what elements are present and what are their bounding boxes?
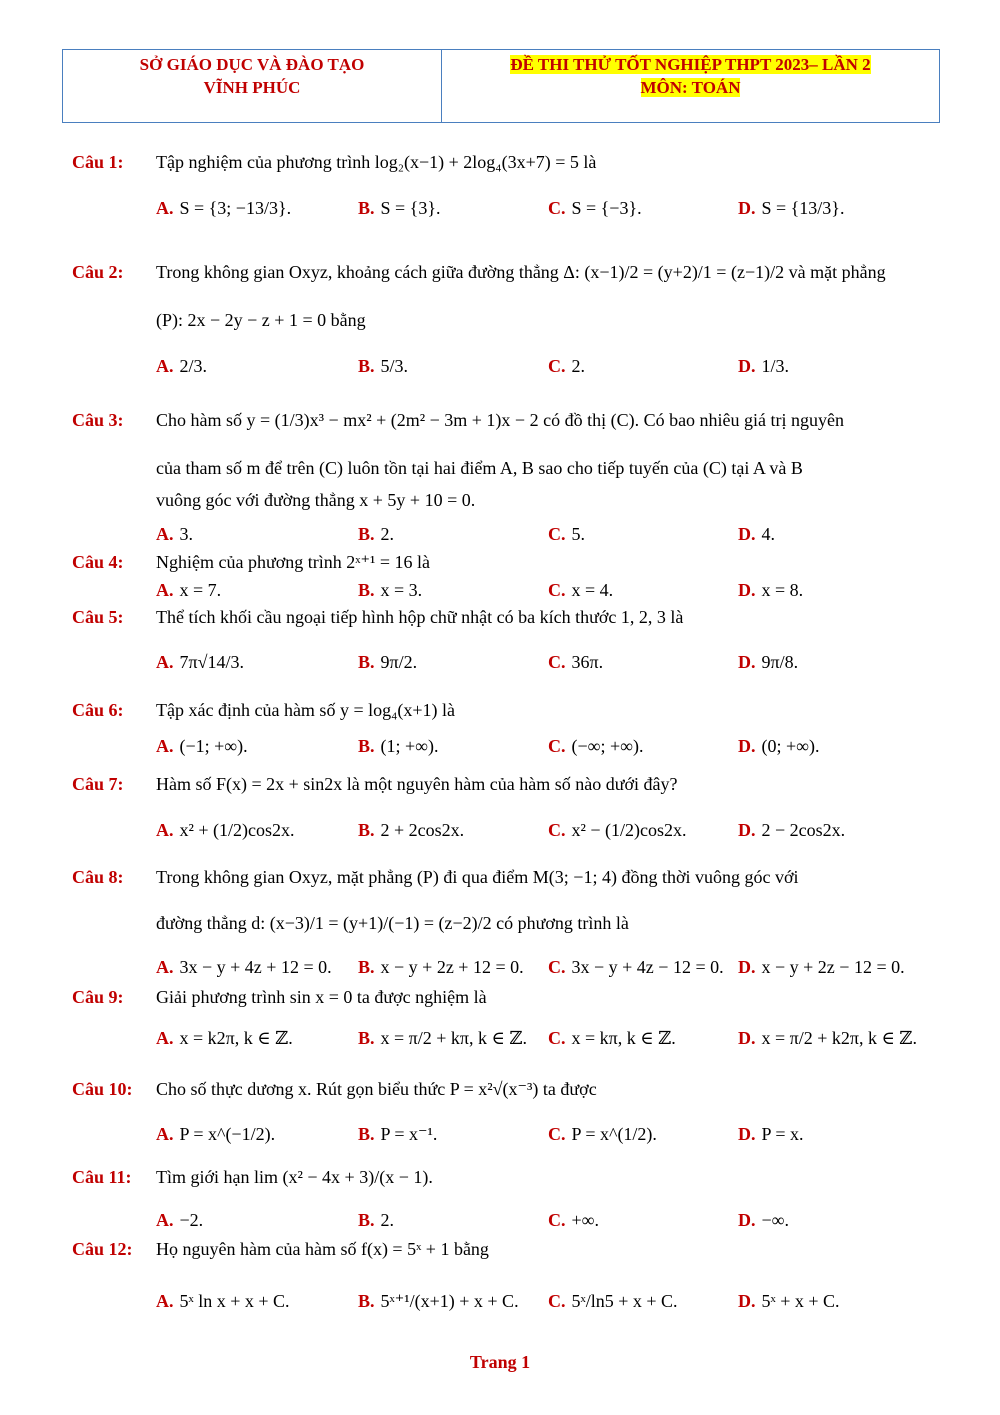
option-b: 5ˣ⁺¹/(x+1) + x + C. [380, 1291, 519, 1311]
province-name: VĨNH PHÚC [203, 78, 301, 97]
option-d: 4. [761, 524, 775, 544]
question-text: Tập nghiệm của phương trình log₂(x−1) + 2log₄(3x+7) = 5 là [156, 152, 597, 172]
question-text: Cho hàm số y = (1/3)x³ − mx² + (2m² − 3m + 1)x − 2 có đồ thị (C). Có bao nhiêu giá trị nguyên [156, 410, 845, 430]
option-d: P = x. [761, 1124, 804, 1144]
option-a: 5ˣ ln x + x + C. [179, 1291, 290, 1311]
question-text: Họ nguyên hàm của hàm số f(x) = 5ˣ + 1 bằng [156, 1239, 489, 1259]
option-c: P = x^(1/2). [571, 1124, 657, 1144]
option-c: x = 4. [571, 580, 614, 600]
option-c: +∞. [571, 1210, 599, 1230]
exam-header [62, 49, 940, 123]
option-d: 2 − 2cos2x. [761, 820, 846, 840]
option-b: x − y + 2z + 12 = 0. [380, 957, 524, 977]
option-a: 7π√14/3. [179, 652, 244, 672]
option-d: 9π/8. [761, 652, 799, 672]
option-c: 36π. [571, 652, 604, 672]
option-a: (−1; +∞). [179, 736, 248, 756]
department-name: SỞ GIÁO DỤC VÀ ĐÀO TẠO [139, 55, 365, 74]
option-a: 3. [179, 524, 193, 544]
option-c: 5ˣ/ln5 + x + C. [571, 1291, 678, 1311]
option-c: (−∞; +∞). [571, 736, 644, 756]
option-b: x = 3. [380, 580, 423, 600]
option-b: P = x⁻¹. [380, 1124, 438, 1144]
question-text: Cho số thực dương x. Rút gọn biểu thức P = x²√(x⁻³) ta được [156, 1079, 597, 1099]
question-text: Nghiệm của phương trình 2ˣ⁺¹ = 16 là [156, 552, 430, 572]
question-text: Trong không gian Oxyz, khoảng cách giữa đường thẳng Δ: (x−1)/2 = (y+2)/1 = (z−1)/2 và mặt phẳng [156, 262, 886, 282]
question-text: Trong không gian Oxyz, mặt phẳng (P) đi qua điểm M(3; −1; 4) đồng thời vuông góc với [156, 867, 799, 887]
page-number: Trang 1 [469, 1352, 531, 1372]
option-b: 2. [380, 1210, 395, 1230]
question-text: Tìm giới hạn lim (x² − 4x + 3)/(x − 1). [156, 1167, 433, 1187]
exam-title: ĐỀ THI THỬ TỐT NGHIỆP THPT 2023– LẦN 2 [510, 55, 871, 74]
question-text: Tập xác định của hàm số y = log₄(x+1) là [156, 700, 455, 720]
option-a: 2/3. [179, 356, 208, 376]
option-a: S = {3; −13/3}. [179, 198, 292, 218]
option-d: x = π/2 + k2π, k ∈ ℤ. [761, 1028, 917, 1048]
option-a: 3x − y + 4z + 12 = 0. [179, 957, 332, 977]
option-c: x = kπ, k ∈ ℤ. [571, 1028, 676, 1048]
option-b: S = {3}. [380, 198, 441, 218]
option-c: S = {−3}. [571, 198, 642, 218]
option-c: x² − (1/2)cos2x. [571, 820, 687, 840]
option-b: 2. [380, 524, 395, 544]
option-c: 5. [571, 524, 585, 544]
option-a: x² + (1/2)cos2x. [179, 820, 295, 840]
question-text: Giải phương trình sin x = 0 ta được nghiệm là [156, 987, 487, 1007]
option-a: P = x^(−1/2). [179, 1124, 276, 1144]
option-d: x = 8. [761, 580, 804, 600]
option-b: 9π/2. [380, 652, 418, 672]
option-b: x = π/2 + kπ, k ∈ ℤ. [380, 1028, 527, 1048]
question-label: Câu 1: [72, 152, 124, 172]
option-c: 3x − y + 4z − 12 = 0. [571, 957, 724, 977]
option-a: x = k2π, k ∈ ℤ. [179, 1028, 293, 1048]
subject-name: MÔN: TOÁN [640, 78, 741, 97]
header-left [63, 50, 442, 122]
question-text: Thể tích khối cầu ngoại tiếp hình hộp chữ nhật có ba kích thước 1, 2, 3 là [156, 607, 684, 627]
option-d: 5ˣ + x + C. [761, 1291, 840, 1311]
option-d: −∞. [761, 1210, 789, 1230]
option-a: −2. [179, 1210, 204, 1230]
question-text: Hàm số F(x) = 2x + sin2x là một nguyên hàm của hàm số nào dưới đây? [156, 774, 678, 794]
option-a: x = 7. [179, 580, 222, 600]
option-b: 5/3. [380, 356, 409, 376]
header-right [442, 50, 939, 122]
option-b: (1; +∞). [380, 736, 439, 756]
option-d: (0; +∞). [761, 736, 820, 756]
option-c: 2. [571, 356, 585, 376]
option-d: x − y + 2z − 12 = 0. [761, 957, 905, 977]
option-b: 2 + 2cos2x. [380, 820, 465, 840]
option-d: S = {13/3}. [761, 198, 845, 218]
option-d: 1/3. [761, 356, 790, 376]
